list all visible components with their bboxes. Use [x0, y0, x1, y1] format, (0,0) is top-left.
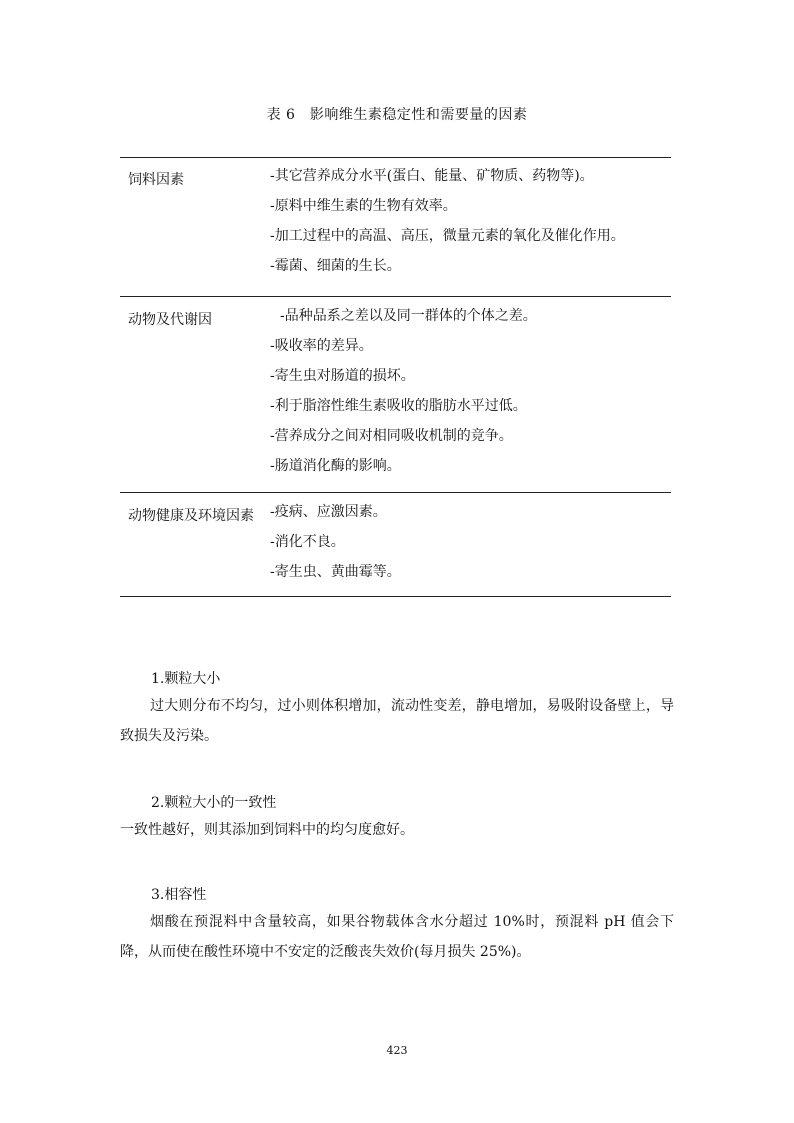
list-item: -利于脂溶性维生素吸收的脂肪水平过低。 — [270, 398, 527, 414]
list-item: -疫病、应激因素。 — [270, 504, 387, 520]
section-category: 动物及代谢因 — [128, 312, 212, 328]
table-top-rule — [120, 157, 671, 158]
list-item: -营养成分之间对相同吸收机制的竞争。 — [270, 428, 513, 444]
table-bottom-rule — [120, 596, 671, 597]
page-number: 423 — [386, 1044, 408, 1057]
paragraph: 烟酸在预混料中含量较高，如果谷物载体含水分超过 10%时，预混料 pH 值会下降，从而使在酸性环境中不安定的泛酸丧失效价(每月损失 25%)。 — [120, 914, 674, 960]
list-item: -肠道消化酶的影响。 — [270, 458, 401, 474]
list-item: -寄生虫对肠道的损坏。 — [270, 368, 415, 384]
paragraph: 一致性越好，则其添加到饲料中的均匀度愈好。 — [120, 822, 414, 838]
section-category: 饲料因素 — [128, 172, 184, 188]
section-items — [270, 502, 401, 592]
table-section-rule — [120, 296, 671, 297]
section-items — [270, 166, 625, 286]
paragraph: 过大则分布不均匀，过小则体积增加，流动性变差，静电增加，易吸附设备壁上，导致损失及污染。 — [120, 698, 674, 744]
list-item: -寄生虫、黄曲霉等。 — [270, 564, 401, 580]
section-items — [270, 306, 537, 486]
list-item: -品种品系之差以及同一群体的个体之差。 — [280, 308, 537, 324]
list-item: -吸收率的差异。 — [270, 338, 373, 354]
table-section-rule — [120, 492, 671, 493]
section-heading: 1.颗粒大小 — [151, 671, 221, 687]
section-category: 动物健康及环境因素 — [128, 508, 254, 524]
list-item: -消化不良。 — [270, 534, 345, 550]
list-item: -原料中维生素的生物有效率。 — [270, 198, 457, 214]
table-caption: 表 6 影响维生素稳定性和需要量的因素 — [266, 107, 528, 123]
section-heading: 3.相容性 — [151, 887, 207, 903]
section-heading: 2.颗粒大小的一致性 — [151, 795, 277, 811]
list-item: -霉菌、细菌的生长。 — [270, 258, 401, 274]
list-item: -加工过程中的高温、高压，微量元素的氧化及催化作用。 — [270, 228, 625, 244]
list-item: -其它营养成分水平(蛋白、能量、矿物质、药物等)。 — [270, 168, 594, 184]
